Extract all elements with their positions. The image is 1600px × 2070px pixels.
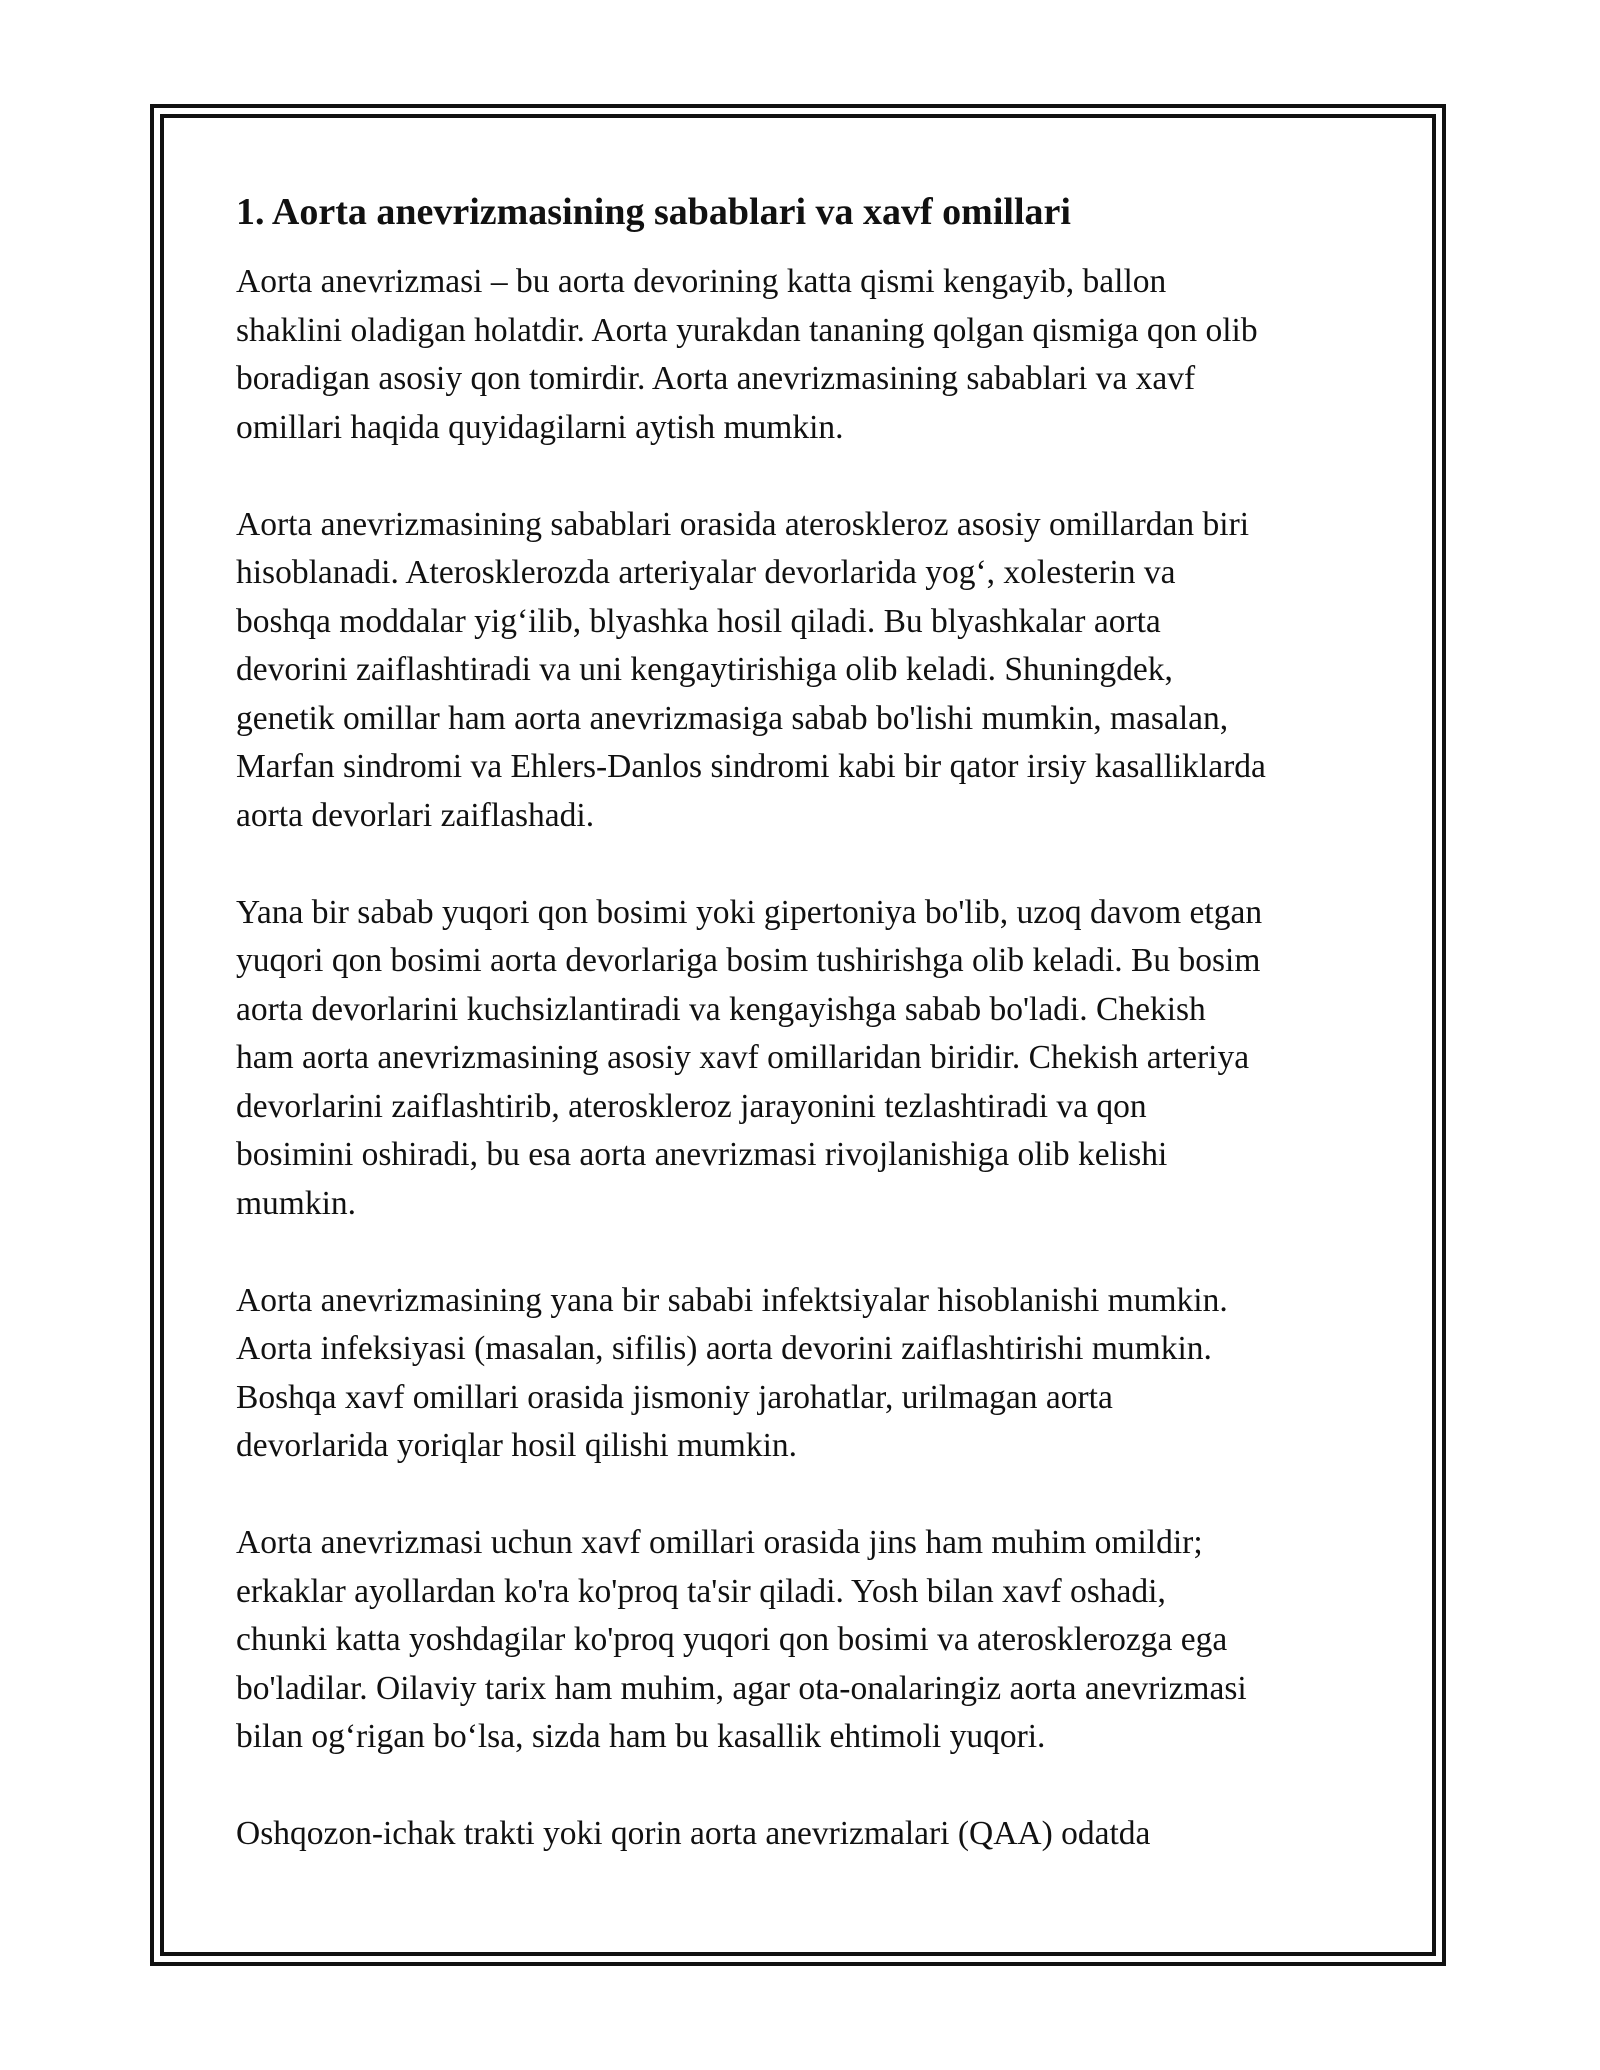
section-heading: 1. Aorta anevrizmasining sabablari va xavf omillari: [236, 191, 1071, 233]
paragraph-5: [236, 1519, 1376, 1762]
paragraph-line: devorlarini zaiflashtirib, ateroskleroz jarayonini tezlashtiradi va qon: [236, 1087, 1147, 1125]
paragraph-line: devorlarida yoriqlar hosil qilishi mumkin.: [236, 1427, 798, 1464]
paragraph-line: Boshqa xavf omillari orasida jismoniy jarohatlar, urilmagan aorta: [236, 1378, 1113, 1416]
paragraph-4: [236, 1277, 1376, 1471]
paragraph-line: Aorta anevrizmasining sabablari orasida ateroskleroz asosiy omillardan biri: [236, 505, 1250, 543]
paragraph-line: aorta devorlarini kuchsizlantiradi va kengayishga sabab bo'ladi. Chekish: [236, 990, 1206, 1028]
paragraph-line: Aorta anevrizmasi uchun xavf omillari orasida jins ham muhim omildir;: [236, 1524, 1203, 1561]
paragraph-line: bo'ladilar. Oilaviy tarix ham muhim, agar ota-onalaringiz aorta anevrizmasi: [236, 1669, 1247, 1707]
paragraph-line: shaklini oladigan holatdir. Aorta yurakdan tananing qolgan qismiga qon olib: [236, 311, 1258, 349]
paragraph-line: Aorta anevrizmasining yana bir sababi infektsiyalar hisoblanishi mumkin.: [236, 1281, 1228, 1319]
paragraph-line: yuqori qon bosimi aorta devorlariga bosim tushirishga olib keladi. Bu bosim: [236, 942, 1261, 979]
paragraph-line: ham aorta anevrizmasining asosiy xavf omillaridan biridir. Chekish arteriya: [236, 1039, 1250, 1076]
paragraph-line: boshqa moddalar yig‘ilib, blyashka hosil qiladi. Bu blyashkalar aorta: [236, 602, 1161, 640]
paragraph-line: erkaklar ayollardan ko'ra ko'proq ta'sir qiladi. Yosh bilan xavf oshadi,: [236, 1572, 1166, 1610]
document-content: [236, 188, 1376, 1907]
paragraph-line: Yana bir sabab yuqori qon bosimi yoki gipertoniya bo'lib, uzoq davom etgan: [236, 893, 1263, 931]
paragraph-line: Aorta infeksiyasi (masalan, sifilis) aorta devorini zaiflashtirishi mumkin.: [236, 1330, 1212, 1367]
paragraph-1: [236, 258, 1376, 452]
paragraph-line: hisoblanadi. Aterosklerozda arteriyalar devorlarida yog‘, xolesterin va: [236, 554, 1176, 591]
paragraph-line: devorini zaiflashtiradi va uni kengaytirishiga olib keladi. Shuningdek,: [236, 651, 1173, 688]
paragraph-line: chunki katta yoshdagilar ko'proq yuqori qon bosimi va aterosklerozga ega: [236, 1621, 1228, 1658]
paragraph-line: bilan og‘rigan bo‘lsa, sizda ham bu kasallik ehtimoli yuqori.: [236, 1718, 1046, 1755]
paragraph-line: genetik omillar ham aorta anevrizmasiga sabab bo'lishi mumkin, masalan,: [236, 699, 1229, 737]
paragraph-6: [236, 1810, 1376, 1859]
paragraph-2: [236, 501, 1376, 841]
paragraph-line: Oshqozon-ichak trakti yoki qorin aorta anevrizmalari (QAA) odatda: [236, 1815, 1151, 1852]
paragraph-line: Aorta anevrizmasi – bu aorta devorining katta qismi kengayib, ballon: [236, 263, 1167, 300]
paragraph-line: boradigan asosiy qon tomirdir. Aorta anevrizmasining sabablari va xavf: [236, 360, 1196, 397]
paragraph-line: bosimini oshiradi, bu esa aorta anevrizmasi rivojlanishiga olib kelishi: [236, 1136, 1168, 1173]
paragraph-line: Marfan sindromi va Ehlers-Danlos sindromi kabi bir qator irsiy kasalliklarda: [236, 748, 1266, 785]
paragraph-line: mumkin.: [236, 1184, 357, 1222]
paragraph-line: omillari haqida quyidagilarni aytish mumkin.: [236, 408, 844, 446]
paragraph-3: [236, 889, 1376, 1229]
paragraph-line: aorta devorlari zaiflashadi.: [236, 796, 595, 834]
